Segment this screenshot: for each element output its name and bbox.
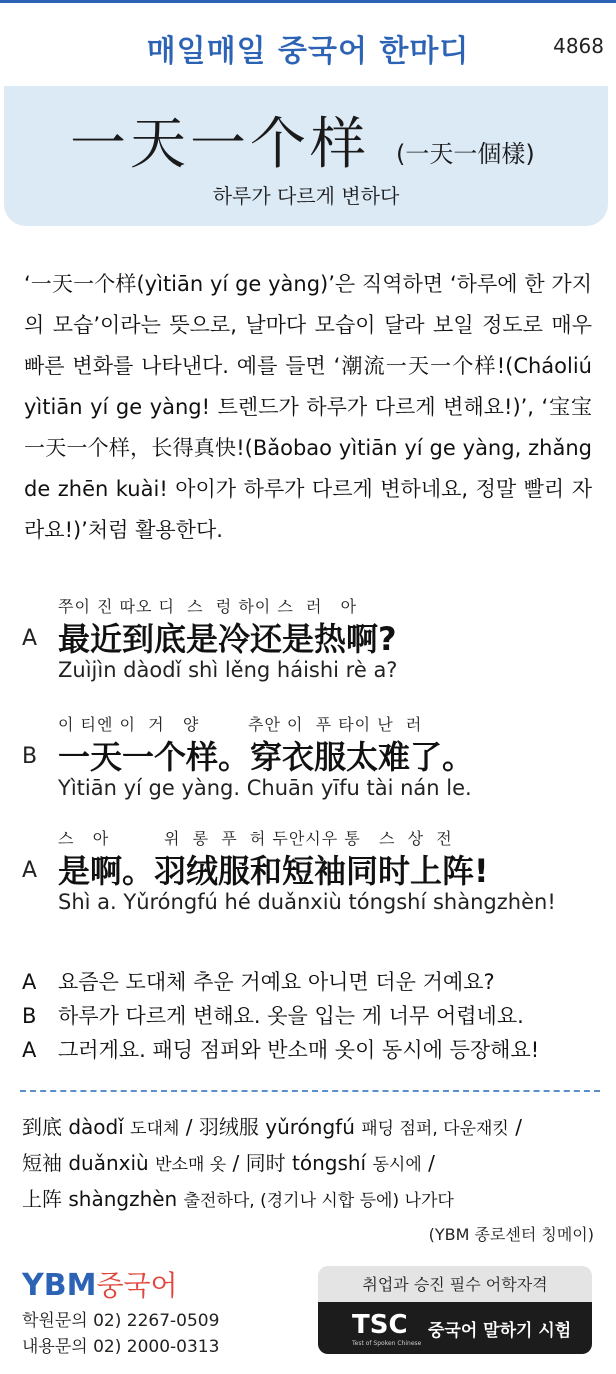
dialogue-pinyin: Yìtiān yí ge yàng. Chuān yīfu tài nán le.	[58, 776, 472, 800]
idiom-meaning: 하루가 다르게 변하다	[212, 184, 400, 208]
vocabulary-word: 同时 tóngshí	[245, 1151, 367, 1175]
ybm-chinese-logo	[22, 1264, 178, 1304]
tsc-tagline: Test of Spoken Chinese	[352, 1340, 422, 1347]
explanation-paragraph: ‘一天一个样(yìtiān yí ge yàng)’은 직역하면 ‘하루에 한 가지의 모습’이라는 뜻으로, 날마다 모습이 달라 보일 정도로 매우 빠른 변화를 나타낸다. 예를 들면 ‘潮流一天一个样!(Cháoliú yìtiān yí ge yàng! 트렌드가 하루가 다르게 변해요!)’, ‘宝宝一天一个样，长得真快!(Bǎobao yìtiān yí ge yàng, zhǎng de zhēn kuài! 아이가 하루가 다르게 변하네요, 정말 빨리 자라요!)’처럼 활용한다.	[24, 272, 592, 542]
tsc-test-name: 중국어 말하기 시험	[428, 1321, 572, 1341]
dialogue-hanzi: 一天一个样。穿衣服太难了。	[58, 738, 475, 776]
vocabulary-meaning: 도대체	[130, 1119, 180, 1139]
dialogue-reading: 이 티엔 이 거 양 추안 이 푸 타이 난 러	[58, 715, 423, 734]
content-contact: 내용문의 02) 2000-0313	[22, 1337, 220, 1357]
vocabulary-row	[22, 1182, 602, 1218]
tsc-ad-box	[318, 1266, 592, 1354]
vocabulary-word: 短袖 duǎnxiù	[22, 1151, 149, 1175]
dialogue-reading: 쭈이 진 따오 디 스 렁 하이 스 러 아	[58, 597, 358, 616]
vocabulary-word: 到底 dàodǐ	[22, 1115, 124, 1139]
series-title: 매일매일 중국어 한마디	[146, 34, 470, 69]
vocabulary-meaning: 반소매 옷	[155, 1155, 227, 1175]
vocabulary-meaning: 패딩 점퍼, 다운재킷	[361, 1119, 509, 1139]
translation-text: 하루가 다르게 변해요. 옷을 입는 게 너무 어렵네요.	[58, 1004, 524, 1028]
tsc-logo: TSC	[352, 1310, 408, 1340]
dialogue-speaker: B	[22, 744, 38, 769]
vocabulary-list	[22, 1110, 602, 1218]
vocabulary-word: 羽绒服 yǔróngfú	[198, 1115, 355, 1139]
dialogue-pinyin: Shì a. Yǔróngfú hé duǎnxiù tóngshí shàngzhèn!	[58, 890, 556, 914]
idiom-traditional: (一天一個樣)	[396, 140, 535, 168]
dialogue-hanzi: 最近到底是冷还是热啊?	[58, 620, 397, 658]
academy-contact: 학원문의 02) 2267-0509	[22, 1311, 220, 1331]
translation-speaker: B	[22, 1004, 37, 1028]
dialogue-speaker: A	[22, 858, 38, 883]
dialogue-reading: 스 아 위 롱 푸 허 두안시우 통 스 상 전	[58, 829, 453, 848]
translation-line	[22, 1000, 602, 1030]
dialogue-pinyin: Zuìjìn dàodǐ shì lěng háishi rè a?	[58, 658, 398, 682]
vocabulary-row: 短袖 duǎnxiù 반소매 옷 / 同时 tóngshí 동시에 /	[22, 1151, 435, 1175]
translation-line	[22, 1034, 602, 1064]
title-box	[4, 86, 608, 226]
translation-line	[22, 966, 602, 996]
vocabulary-row: 到底 dàodǐ 도대체 / 羽绒服 yǔróngfú 패딩 점퍼, 다운재킷 /	[22, 1115, 522, 1139]
vocabulary-meaning: 동시에	[372, 1155, 422, 1175]
translation-speaker: A	[22, 970, 37, 994]
dialogue-hanzi: 是啊。羽绒服和短袖同时上阵!	[58, 852, 489, 890]
translation-speaker: A	[22, 1038, 37, 1062]
vocabulary-word: 上阵 shàngzhèn	[22, 1187, 178, 1211]
translation-text: 요즘은 도대체 추운 거예요 아니면 더운 거예요?	[58, 970, 495, 994]
ybm-logo-text: YBM	[22, 1268, 97, 1303]
issue-number: 4868	[553, 34, 604, 58]
translation-text: 그러게요. 패딩 점퍼와 반소매 옷이 동시에 등장해요!	[58, 1038, 540, 1062]
chinese-logo-text: 중국어	[96, 1269, 178, 1302]
author-credit: (YBM 종로센터 칭메이)	[428, 1225, 594, 1244]
dialogue-speaker: A	[22, 626, 38, 651]
section-divider	[20, 1090, 600, 1092]
tsc-banner	[318, 1302, 592, 1354]
idiom-title: 一天一个样	[70, 112, 370, 177]
top-rule	[0, 0, 616, 3]
tsc-subtitle: 취업과 승진 필수 어학자격	[362, 1275, 548, 1294]
vocabulary-meaning: 출전하다, (경기나 시합 등에) 나가다	[183, 1191, 454, 1211]
